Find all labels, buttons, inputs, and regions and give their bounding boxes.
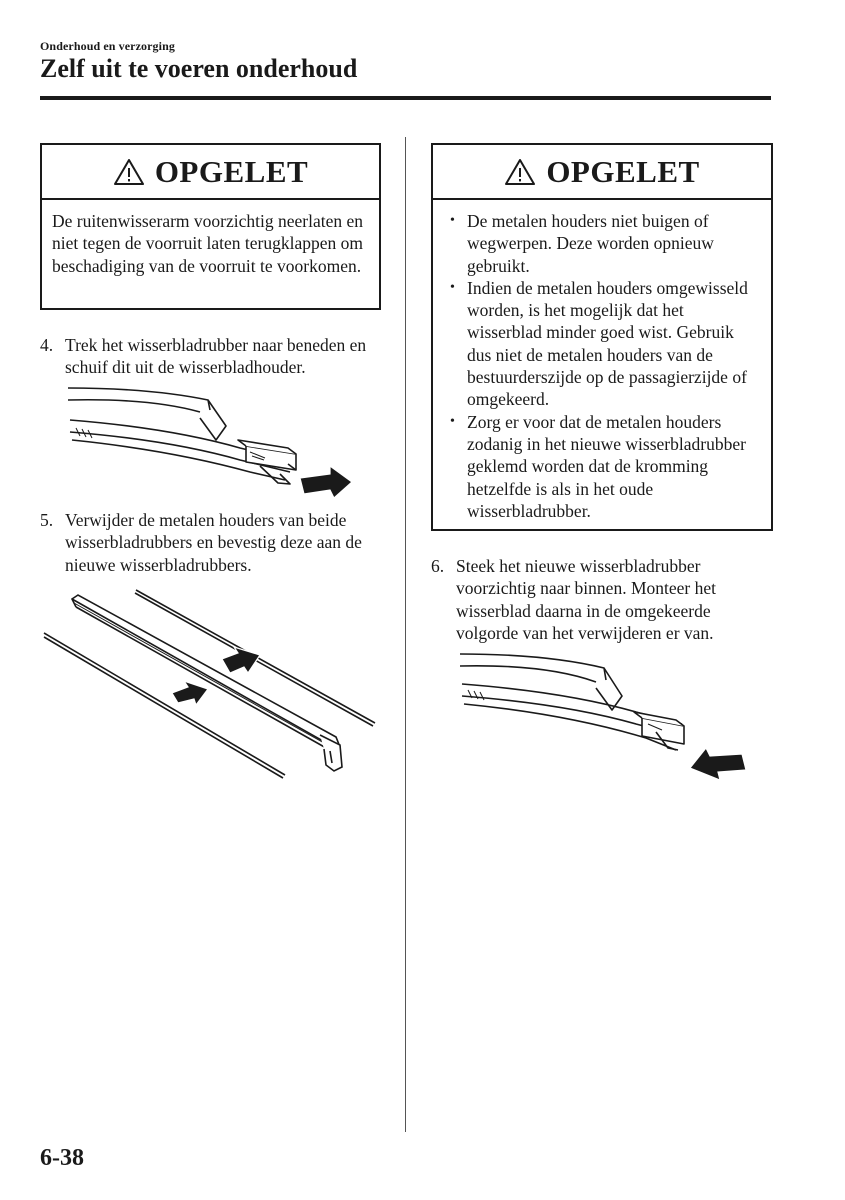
arrow-icon (690, 748, 746, 780)
column-divider (405, 137, 406, 1132)
caution-header (433, 145, 771, 200)
step-number: 6. (431, 556, 445, 576)
step-text: Trek het wisserbladrubber naar beneden en schuif dit uit de wisserbladhouder. (65, 335, 367, 378)
step-number: 4. (40, 335, 54, 355)
figure-metal-holders (40, 585, 385, 785)
step-6 (431, 555, 771, 644)
page-number: 6-38 (40, 1145, 84, 1171)
warning-triangle-icon (504, 158, 536, 186)
step-text: Verwijder de metalen houders van beide wisserbladrubbers en bevestig deze aan de nieuwe wisserbladrubbers. (65, 510, 362, 575)
figure-install-rubber (456, 648, 756, 793)
caution-item: • Zorg er voor dat de metalen houders zodanig in het nieuwe wisserbladrubber geklemd worden dat de kromming hetzelfde is als in het oude wisserbladrubber. (443, 411, 761, 522)
step-5 (40, 509, 385, 576)
caution-body (433, 200, 771, 530)
step-number: 5. (40, 510, 54, 530)
warning-triangle-icon (113, 158, 145, 186)
caution-header (42, 145, 379, 200)
page-title: Zelf uit te voeren onderhoud (40, 54, 358, 83)
caution-box-right (431, 143, 773, 531)
step-text: Steek het nieuwe wisserbladrubber voorzichtig naar binnen. Monteer het wisserblad daarna in de omgekeerde volgorde van het verwijderen er van. (456, 556, 716, 643)
figure-remove-rubber (60, 380, 360, 505)
section-label: Onderhoud en verzorging (40, 39, 175, 53)
caution-text: De ruitenwisserarm voorzichtig neerlaten en niet tegen de voorruit laten terugklappen om beschadiging van de voorruit te voorkomen. (52, 211, 364, 276)
arrow-icon (172, 681, 208, 705)
caution-item: • De metalen houders niet buigen of wegwerpen. Deze worden opnieuw gebruikt. (443, 210, 761, 277)
caution-title: OPGELET (154, 153, 309, 189)
caution-title: OPGELET (546, 153, 700, 189)
arrow-icon (300, 466, 352, 498)
step-4 (40, 334, 385, 379)
header-rule (40, 96, 771, 100)
arrow-icon (222, 647, 260, 673)
caution-item: • Indien de metalen houders omgewisseld worden, is het mogelijk dat het wisserblad minder goed wist. Gebruik dus niet de metalen houders van de bestuurderszijde op de passagierzijde of omgekeerd. (443, 277, 761, 411)
caution-list (443, 210, 761, 522)
caution-box-left (40, 143, 381, 310)
